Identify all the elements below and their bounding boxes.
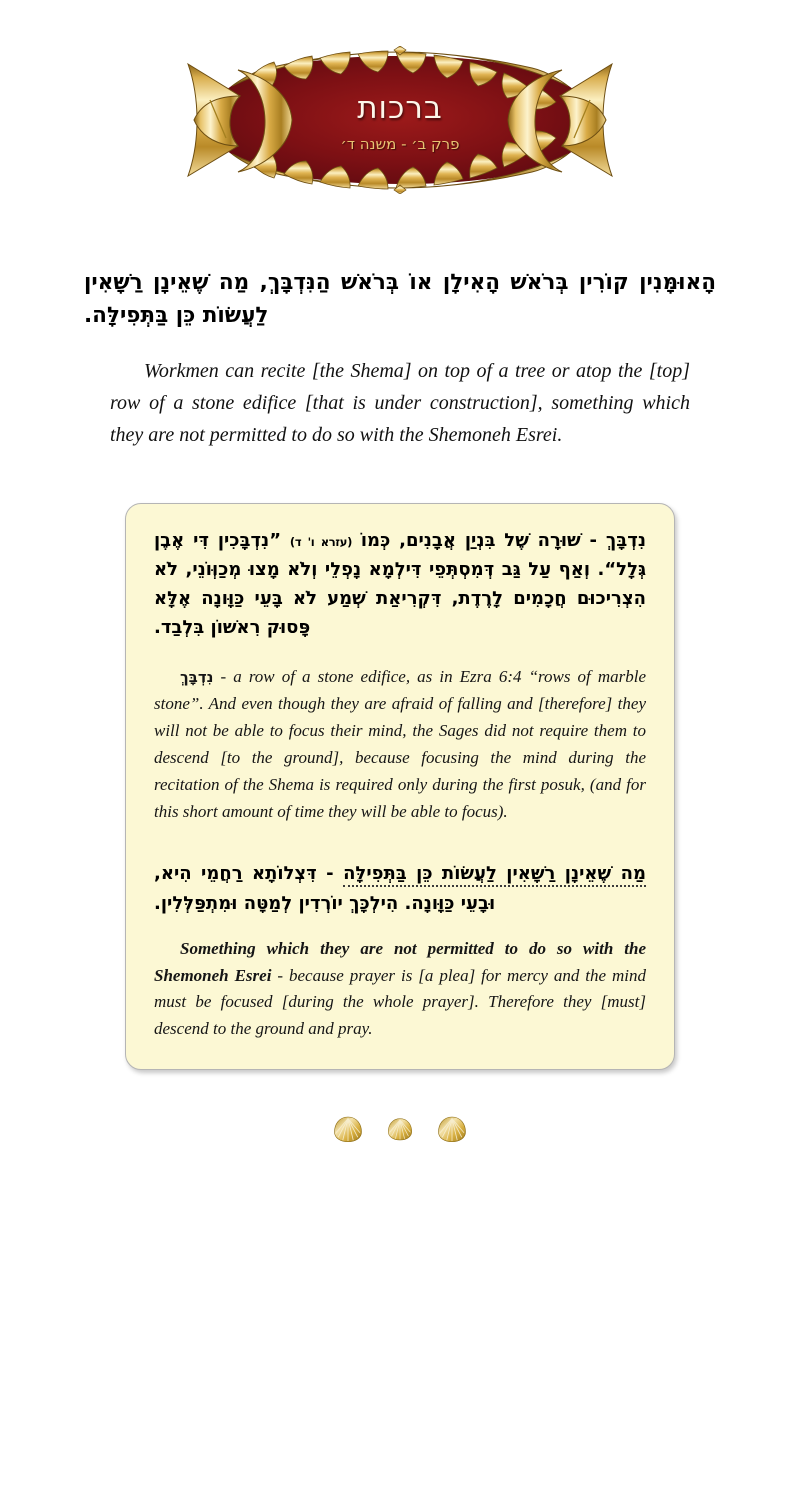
tractate-title: ברכות bbox=[357, 89, 443, 126]
commentary-2-hebrew-text: דִּצְלוֹתָא רַחֲמֵי הִיא, וּבָעֵי כַּוָּונָה. הִילְכָּךְ יוֹרְדִין לְמַטָּה וּמִתְפַּלְּלִין. bbox=[154, 863, 496, 914]
mishnah-hebrew-text: הָאוּמָּנִין קוֹרִין בְּרֹאשׁ הָאִילָן אוֹ בְּרֹאשׁ הַנִּדְבָּךְ, מַה שֶׁאֵינָן רַשָּׁאִין לַעֲשׂוֹת כֵּן בַּתְּפִילָּה. bbox=[84, 270, 716, 329]
commentary-1-hebrew-part2: ”נִדְבָּכִין דִּי אֶבֶן גְּלָל“. וְאַף עַל גַּב דְּמִסְתְּפֵי דִּילְמָא נָפְלֵי וְלֹא מָצוּ מְכַוְּוֹנֵי, לֹא הִצְרִיכוּם חֲכָמִים לָרֶדֶת, דִּקְרִיאַת שְׁמַע לֹא בָּעֵי כַּוָּונָה אֶלָּא פָּסוּק רִאשׁוֹן בִּלְבַד. bbox=[154, 529, 646, 639]
commentary-1-hebrew-part1: שׁוּרָה שֶׁל בִּנְיַן אֲבָנִים, כְּמוֹ bbox=[352, 529, 581, 551]
shell-ornament-icon bbox=[387, 1116, 413, 1142]
commentary-1-hebrew-dash: - bbox=[580, 529, 606, 551]
commentary-1-hebrew-lemma: נִדְבָּךְ bbox=[605, 529, 646, 551]
commentary-1-english-lemma: נִדְבָּךְ bbox=[180, 668, 214, 687]
footer-ornaments bbox=[0, 1114, 800, 1180]
mishnah-english-translation: Workmen can recite [the Shema] on top of a tree or atop the [top] row of a stone edifice [that is under construction], something which they are not permitted to do so with the Shemoneh Esrei. bbox=[110, 359, 690, 446]
commentary-2-hebrew-dash: - bbox=[316, 863, 344, 885]
commentary-2-english-text: - because prayer is [a plea] for mercy and the mind must be focused [during the whole prayer]. Therefore they [must] descend to the ground and pray. bbox=[154, 965, 646, 1039]
commentary-1-hebrew bbox=[154, 526, 646, 643]
commentary-1-english bbox=[154, 664, 646, 825]
shell-ornament-icon bbox=[333, 1114, 363, 1144]
commentary-1-english-text: - a row of a stone edifice, as in Ezra 6:4 “rows of marble stone”. And even though they are afraid of falling and [therefore] they will not be able to focus their mind, the Sages did not require them to descend [to the ground], because focusing the mind during the recitation of the Shema is required only during the first posuk, (and for this short amount of time they will be able to focus). bbox=[154, 667, 646, 821]
chapter-mishnah-subtitle: פרק ב׳ - משנה ד׳ bbox=[340, 135, 460, 154]
commentary-1-source-citation: (עזרא ו' ד) bbox=[289, 534, 353, 549]
commentary-2-hebrew-lemma: מַה שֶׁאֵינָן רַשָּׁאִין לַעֲשׂוֹת כֵּן בַּתְּפִילָּה bbox=[343, 863, 646, 887]
commentary-2-hebrew bbox=[154, 859, 646, 917]
commentary-box bbox=[125, 503, 675, 1071]
shell-ornament-icon bbox=[437, 1114, 467, 1144]
commentary-2-english bbox=[154, 936, 646, 1043]
banner-frame-graphic bbox=[180, 46, 620, 194]
commentary-2-english-lemma: Something which they are not permitted to do so with the Shemoneh Esrei bbox=[154, 938, 646, 985]
title-banner bbox=[180, 46, 620, 194]
banner-container bbox=[0, 0, 800, 194]
